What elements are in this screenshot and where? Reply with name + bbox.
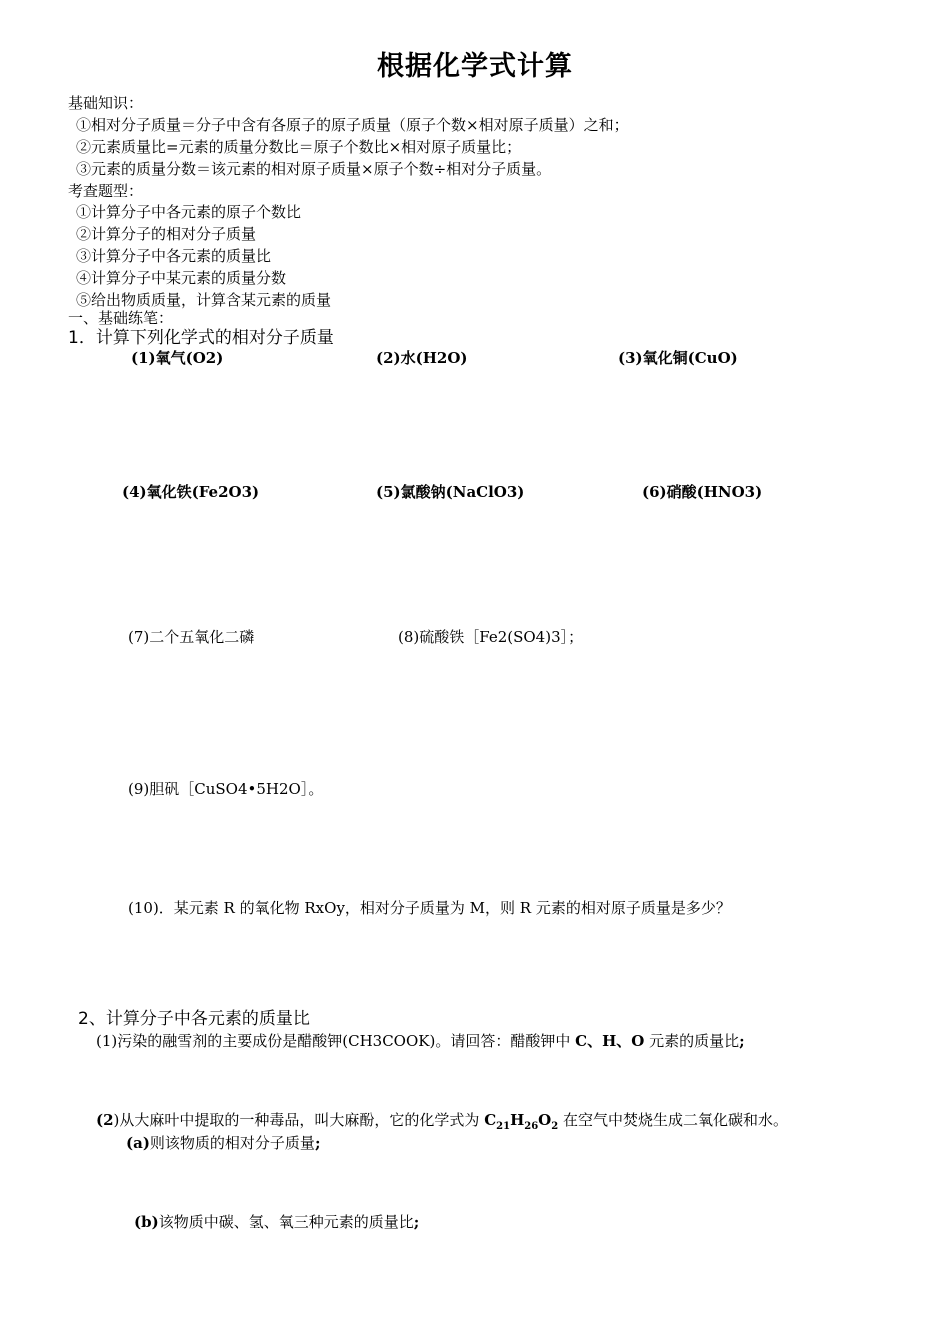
item-blue-vitriol: (9)胆矾［CuSO4•5H2O］。 bbox=[128, 780, 324, 798]
basics-item-2: ②元素质量比=元素的质量分数比＝原子个数比×相对原子质量比； bbox=[76, 138, 522, 156]
q2-1 bbox=[96, 1030, 745, 1051]
question-type-1: ①计算分子中各元素的原子个数比 bbox=[76, 203, 302, 221]
question-type-3: ③计算分子中各元素的质量比 bbox=[76, 247, 272, 265]
question-type-5: ⑤给出物质质量，计算含某元素的质量 bbox=[76, 291, 332, 309]
q2-2-a bbox=[126, 1132, 320, 1153]
q2-2-b bbox=[134, 1211, 419, 1232]
item-copper-oxide: (3)氧化铜(CuO) bbox=[618, 349, 738, 367]
q2-2 bbox=[96, 1109, 788, 1130]
page-title: 根据化学式计算 bbox=[377, 51, 573, 82]
item-water: (2)水(H2O) bbox=[376, 349, 468, 367]
q2-2-b-end: ; bbox=[413, 1213, 420, 1231]
q2-2-b-text: 该物质中碳、氢、氧三种元素的质量比 bbox=[158, 1213, 414, 1231]
item-iron-oxide: (4)氧化铁(Fe2O3) bbox=[122, 483, 260, 501]
q2-2-suffix: 在空气中焚烧生成二氧化碳和水。 bbox=[563, 1111, 789, 1129]
q2-2-prefix: )从大麻叶中提取的一种毒品，叫大麻酚，它的化学式为 bbox=[113, 1111, 480, 1129]
q2-2-b-label: (b) bbox=[134, 1213, 159, 1231]
item-nitric-acid: (6)硝酸(HNO3) bbox=[642, 483, 763, 501]
item-iron-sulfate: (8)硫酸铁［Fe2(SO4)3］； bbox=[398, 628, 584, 646]
q2-1-prefix: (1)污染的融雪剂的主要成份是醋酸钾(CH3COOK)。请回答：醋酸钾中 bbox=[96, 1032, 571, 1050]
item-phosphorus-pentoxide: (7)二个五氧化二磷 bbox=[128, 628, 255, 646]
q2-1-elements: C、H、O bbox=[575, 1032, 645, 1050]
q2-2-num: (2 bbox=[96, 1111, 114, 1129]
q2-1-end: ; bbox=[739, 1032, 745, 1050]
q2-2-a-end: ; bbox=[314, 1134, 321, 1152]
cannabinol-formula: $C_{21}H_{26}O_2$ bbox=[484, 1111, 559, 1132]
q1-heading: 1．计算下列化学式的相对分子质量 bbox=[68, 328, 334, 348]
section-one-heading: 一、基础练笔： bbox=[68, 309, 174, 327]
section-two-heading: 2、计算分子中各元素的质量比 bbox=[78, 1009, 310, 1029]
item-10: (10)．某元素 R 的氧化物 RxOy，相对分子质量为 M，则 R 元素的相对原子质量是多少？ bbox=[128, 899, 731, 917]
basics-item-3: ③元素的质量分数＝该元素的相对原子质量×原子个数÷相对分子质量。 bbox=[76, 160, 552, 178]
basics-heading: 基础知识： bbox=[68, 94, 144, 112]
question-types-heading: 考查题型： bbox=[68, 182, 144, 200]
q2-2-a-label: (a) bbox=[126, 1134, 150, 1152]
q2-1-suffix: 元素的质量比 bbox=[649, 1032, 740, 1050]
question-type-4: ④计算分子中某元素的质量分数 bbox=[76, 269, 287, 287]
basics-item-1: ①相对分子质量＝分子中含有各原子的原子质量（原子个数×相对原子质量）之和； bbox=[76, 116, 629, 134]
q2-2-a-text: 则该物质的相对分子质量 bbox=[149, 1134, 315, 1152]
item-oxygen: (1)氧气(O2) bbox=[131, 349, 224, 367]
question-type-2: ②计算分子的相对分子质量 bbox=[76, 225, 257, 243]
item-sodium-chlorate: (5)氯酸钠(NaClO3) bbox=[376, 483, 525, 501]
